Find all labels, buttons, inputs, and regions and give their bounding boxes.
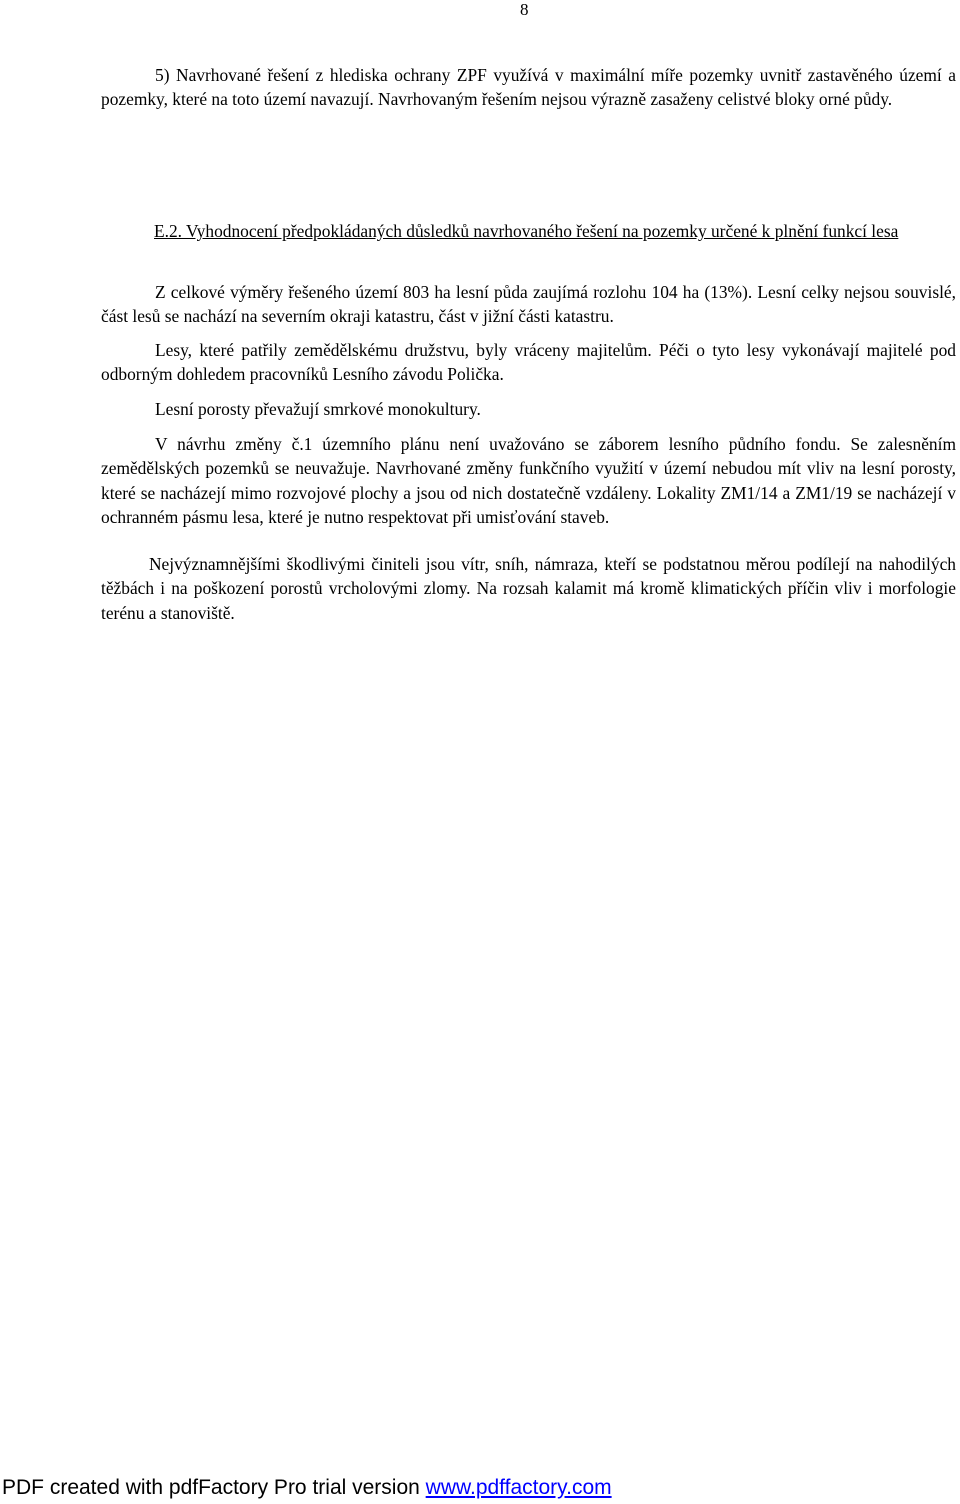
- footer-link[interactable]: www.pdffactory.com: [425, 1476, 612, 1499]
- page-number: 8: [520, 0, 529, 19]
- paragraph-spruce-monocultures: Lesní porosty převažují smrkové monokultury.: [155, 399, 481, 419]
- paragraph-forest-owners: Lesy, které patřily zemědělskému družstvu, byly vráceny majitelům. Péči o tyto lesy vykonávají majitelé pod odborným dohledem pracovníků Lesního závodu Polička.: [101, 340, 956, 385]
- paragraph-damaging-factors: Nejvýznamnějšími škodlivými činiteli jsou vítr, sníh, námraza, kteří se podstatnou měrou podílejí na nahodilých těžbách i na poškození porostů vrcholovými zlomy. Na rozsah kalamit má kromě klimatických příčin vliv i morfologie terénu a stanoviště.: [101, 554, 956, 623]
- paragraph-forest-area: Z celkové výměry řešeného území 803 ha lesní půda zaujímá rozlohu 104 ha (13%). Lesní celky nejsou souvislé, část lesů se nachází na severním okraji katastru, část v jižní části katastru.: [101, 282, 956, 327]
- footer-text: PDF created with pdfFactory Pro trial version: [2, 1476, 426, 1499]
- paragraph-change-proposal: V návrhu změny č.1 územního plánu není uvažováno se záborem lesního půdního fondu. Se zalesněním zemědělských pozemků se neuvažuje. Navrhované změny funkčního využití v území nebudou mít vliv na lesní porosty, které se nacházejí mimo rozvojové plochy a jsou od nich dostatečně vzdáleny. Lokality ZM1/14 a ZM1/19 se nacházejí v ochranném pásmu lesa, které je nutno respektovat při umisťování staveb.: [101, 434, 956, 527]
- paragraph-zpf-protection: 5) Navrhované řešení z hlediska ochrany ZPF využívá v maximální míře pozemky uvnitř zastavěného území a pozemky, které na toto území navazují. Navrhovaným řešením nejsou výrazně zasaženy celistvé bloky orné půdy.: [101, 65, 956, 110]
- pdf-footer: [2, 1474, 612, 1502]
- section-heading-e2: E.2. Vyhodnocení předpokládaných důsledků navrhovaného řešení na pozemky určené k plnění funkcí lesa: [154, 221, 899, 241]
